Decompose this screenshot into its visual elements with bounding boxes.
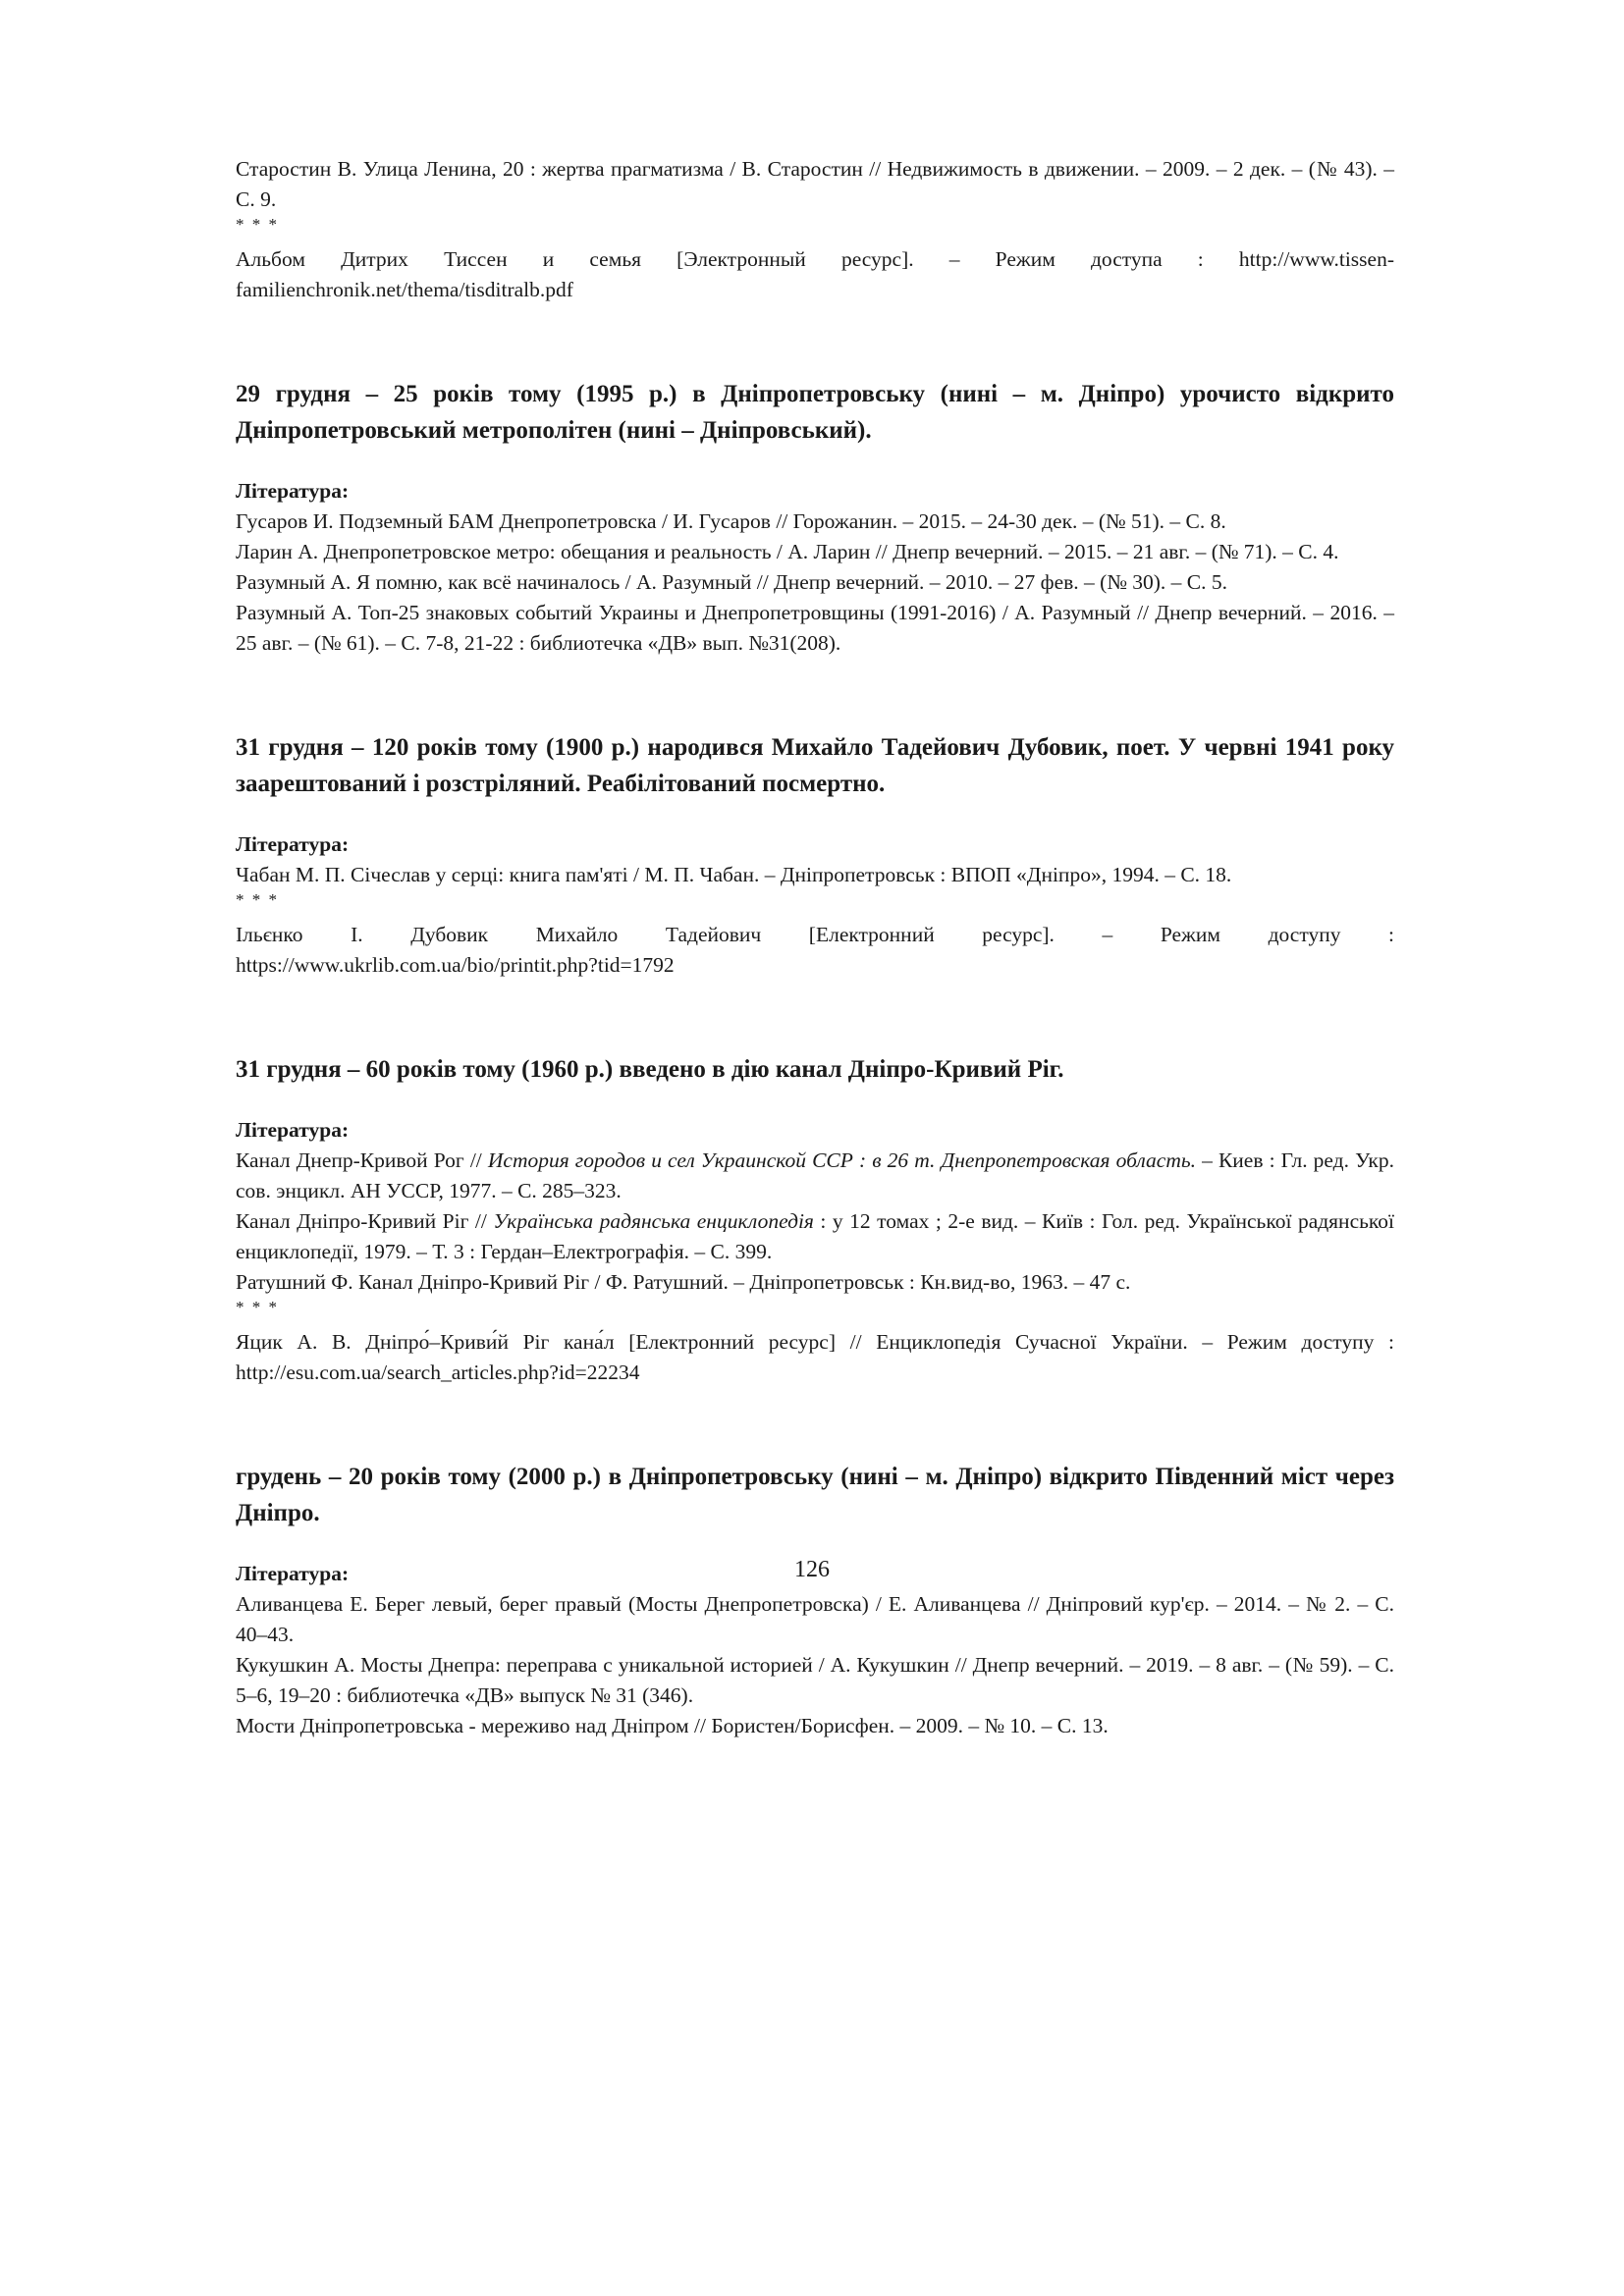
page-content <box>236 154 1394 1741</box>
bibliography-entry <box>236 1146 1394 1206</box>
separator-stars: * * * <box>236 215 279 234</box>
event-section <box>236 1459 1394 1741</box>
bibliography-url: https://www.ukrlib.com.ua/bio/printit.php?tid=1792 <box>236 953 675 977</box>
event-heading: 31 грудня – 120 років тому (1900 р.) народився Михайло Тадейович Дубовик, поет. У червні 1941 року заарештований і розстріляний. Реабілітований посмертно. <box>236 734 1394 797</box>
bibliography-entry: Ратушний Ф. Канал Дніпро-Кривий Ріг / Ф. Ратушний. – Дніпропетровськ : Кн.вид-во, 1963. – 47 с. <box>236 1270 1131 1294</box>
bibliography-entry: Ларин А. Днепропетровское метро: обещания и реальность / А. Ларин // Днепр вечерний. – 2015. – 21 авг. – (№ 71). – С. 4. <box>236 540 1339 563</box>
entry-text: : у 12 томах ; 2-е вид. – Київ : Гол. ред. Української радянської енциклопедії, 1979. – Т. 3 : Гердан–Електрографія. – С. 399. <box>236 1209 1394 1263</box>
event-heading: грудень – 20 років тому (2000 р.) в Дніпропетровську (нині – м. Дніпро) відкрито Південний міст через Дніпро. <box>236 1464 1394 1526</box>
bibliography-entry: Мости Дніпропетровська - мереживо над Дніпром // Бористен/Борисфен. – 2009. – № 10. – С. 13. <box>236 1714 1109 1737</box>
event-section <box>236 729 1394 981</box>
literature-label: Література: <box>236 1118 350 1142</box>
entry-title-italic: Українська радянська енциклопедія <box>493 1209 814 1233</box>
event-section <box>236 376 1394 659</box>
entry-title-italic: История городов и сел Украинской ССР : в 26 т. Днепропетровская область. <box>487 1148 1197 1172</box>
event-heading: 29 грудня – 25 років тому (1995 р.) в Дніпропетровську (нині – м. Дніпро) урочисто відкрито Дніпропетровський метрополітен (нині – Дніпровський). <box>236 381 1394 444</box>
bibliography-entry: Старостин В. Улица Ленина, 20 : жертва прагматизма / В. Старостин // Недвижимость в движении. – 2009. – 2 дек. – (№ 43). – С. 9. <box>236 157 1394 211</box>
bibliography-entry: Аливанцева Е. Берег левый, берег правый (Мосты Днепропетровска) / Е. Аливанцева // Дніпровий кур'єр. – 2014. – № 2. – С. 40–43. <box>236 1592 1394 1646</box>
bibliography-entry <box>236 1206 1394 1267</box>
bibliography-entry: Разумный А. Топ-25 знаковых событий Украины и Днепропетровщины (1991-2016) / А. Разумный // Днепр вечерний. – 2016. – 25 авг. – (№ 61). – С. 7-8, 21-22 : библиотечка «ДВ» вып. №31(208). <box>236 601 1394 655</box>
separator-stars: * * * <box>236 1298 279 1316</box>
literature-label: Література: <box>236 1562 350 1585</box>
bibliography-entry: Альбом Дитрих Тиссен и семья [Электронный ресурс]. – Режим доступа : http://www.tissen-familienchronik.net/thema/tisditralb.pdf <box>236 247 1394 301</box>
bibliography-entry: Гусаров И. Подземный БАМ Днепропетровска / И. Гусаров // Горожанин. – 2015. – 24-30 дек. – (№ 51). – С. 8. <box>236 509 1226 533</box>
literature-label: Література: <box>236 832 350 856</box>
literature-label: Література: <box>236 479 350 503</box>
bibliography-entry: Яцик А. В. Дніпро́–Криви́й Ріг кана́л [Електронний ресурс] // Енциклопедія Сучасної України. – Режим доступу : http://esu.com.ua/search_articles.php?id=22234 <box>236 1330 1394 1384</box>
event-heading: 31 грудня – 60 років тому (1960 р.) введено в дію канал Дніпро-Кривий Ріг. <box>236 1056 1064 1083</box>
bibliography-entry: Чабан М. П. Січеслав у серці: книга пам'яті / М. П. Чабан. – Дніпропетровськ : ВПОП «Дніпро», 1994. – С. 18. <box>236 863 1232 886</box>
bibliography-entry: Разумный А. Я помню, как всё начиналось / А. Разумный // Днепр вечерний. – 2010. – 27 фев. – (№ 30). – С. 5. <box>236 570 1227 594</box>
bibliography-entry-line: Ільєнко І. Дубовик Михайло Тадейович [Електронний ресурс]. – Режим доступу : <box>236 923 1394 946</box>
page-number: 126 <box>794 1557 830 1582</box>
bibliography-entry: Кукушкин А. Мосты Днепра: переправа с уникальной историей / А. Кукушкин // Днепр вечерний. – 2019. – 8 авг. – (№ 59). – С. 5–6, 19–20 : библиотечка «ДВ» выпуск № 31 (346). <box>236 1653 1394 1707</box>
separator-stars: * * * <box>236 890 279 909</box>
entry-text: Канал Дніпро-Кривий Ріг // <box>236 1209 494 1233</box>
entry-text: Канал Днепр-Кривой Рог // <box>236 1148 488 1172</box>
event-section <box>236 1051 1394 1388</box>
entry-text: – Киев : Гл. ред. Укр. сов. энцикл. АН УССР, 1977. – С. 285–323. <box>236 1148 1394 1202</box>
